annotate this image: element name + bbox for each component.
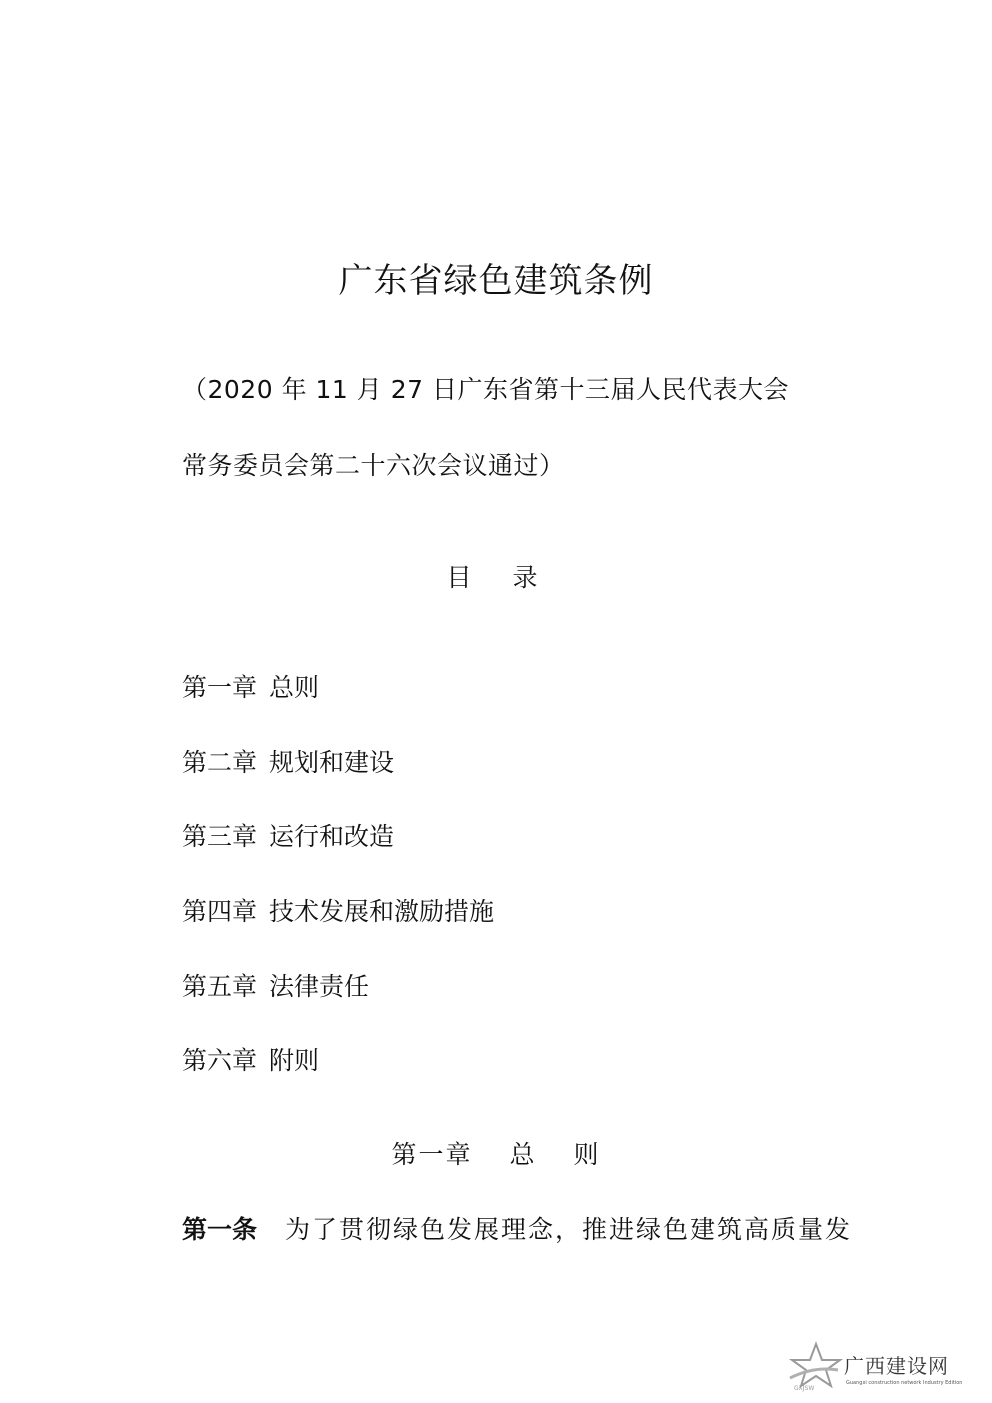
toc-item-number: 第三章 <box>182 822 258 851</box>
adoption-note-line-1: （2020 年 11 月 27 日广东省第十三届人民代表大会 <box>182 375 789 404</box>
site-watermark <box>786 1340 986 1396</box>
article-number: 第一条 <box>182 1215 258 1244</box>
toc-item-title: 总则 <box>269 673 320 702</box>
watermark-name: 广西建设网 <box>844 1354 949 1378</box>
toc-item <box>182 894 494 930</box>
toc-item-title: 运行和改造 <box>269 822 395 851</box>
toc-item <box>182 969 369 1005</box>
toc-item-title: 法律责任 <box>269 972 370 1001</box>
toc-item-number: 第一章 <box>182 673 258 702</box>
chapter-heading: 第一章 总 则 <box>391 1140 601 1169</box>
toc-heading: 目 录 <box>446 563 546 592</box>
toc-item <box>182 819 394 855</box>
svg-text:GXJSW: GXJSW <box>794 1385 815 1392</box>
article-text: 为了贯彻绿色发展理念，推进绿色建筑高质量发 <box>285 1215 853 1244</box>
article-paragraph <box>182 1212 852 1248</box>
toc-item-title: 技术发展和激励措施 <box>269 897 495 926</box>
toc-item-title: 规划和建设 <box>269 748 395 777</box>
adoption-note-line-2: 常务委员会第二十六次会议通过） <box>182 451 565 480</box>
star-logo-icon <box>786 1340 844 1396</box>
toc-item-title: 附则 <box>269 1046 320 1075</box>
toc-item <box>182 745 394 781</box>
toc-item-number: 第二章 <box>182 748 258 777</box>
toc-item-number: 第六章 <box>182 1046 258 1075</box>
document-title: 广东省绿色建筑条例 <box>338 261 654 301</box>
toc-item <box>182 1043 319 1079</box>
toc-item-number: 第四章 <box>182 897 258 926</box>
watermark-subtitle: Guangxi construction network Industry Edition <box>846 1380 963 1386</box>
toc-item <box>182 670 319 706</box>
toc-item-number: 第五章 <box>182 972 258 1001</box>
